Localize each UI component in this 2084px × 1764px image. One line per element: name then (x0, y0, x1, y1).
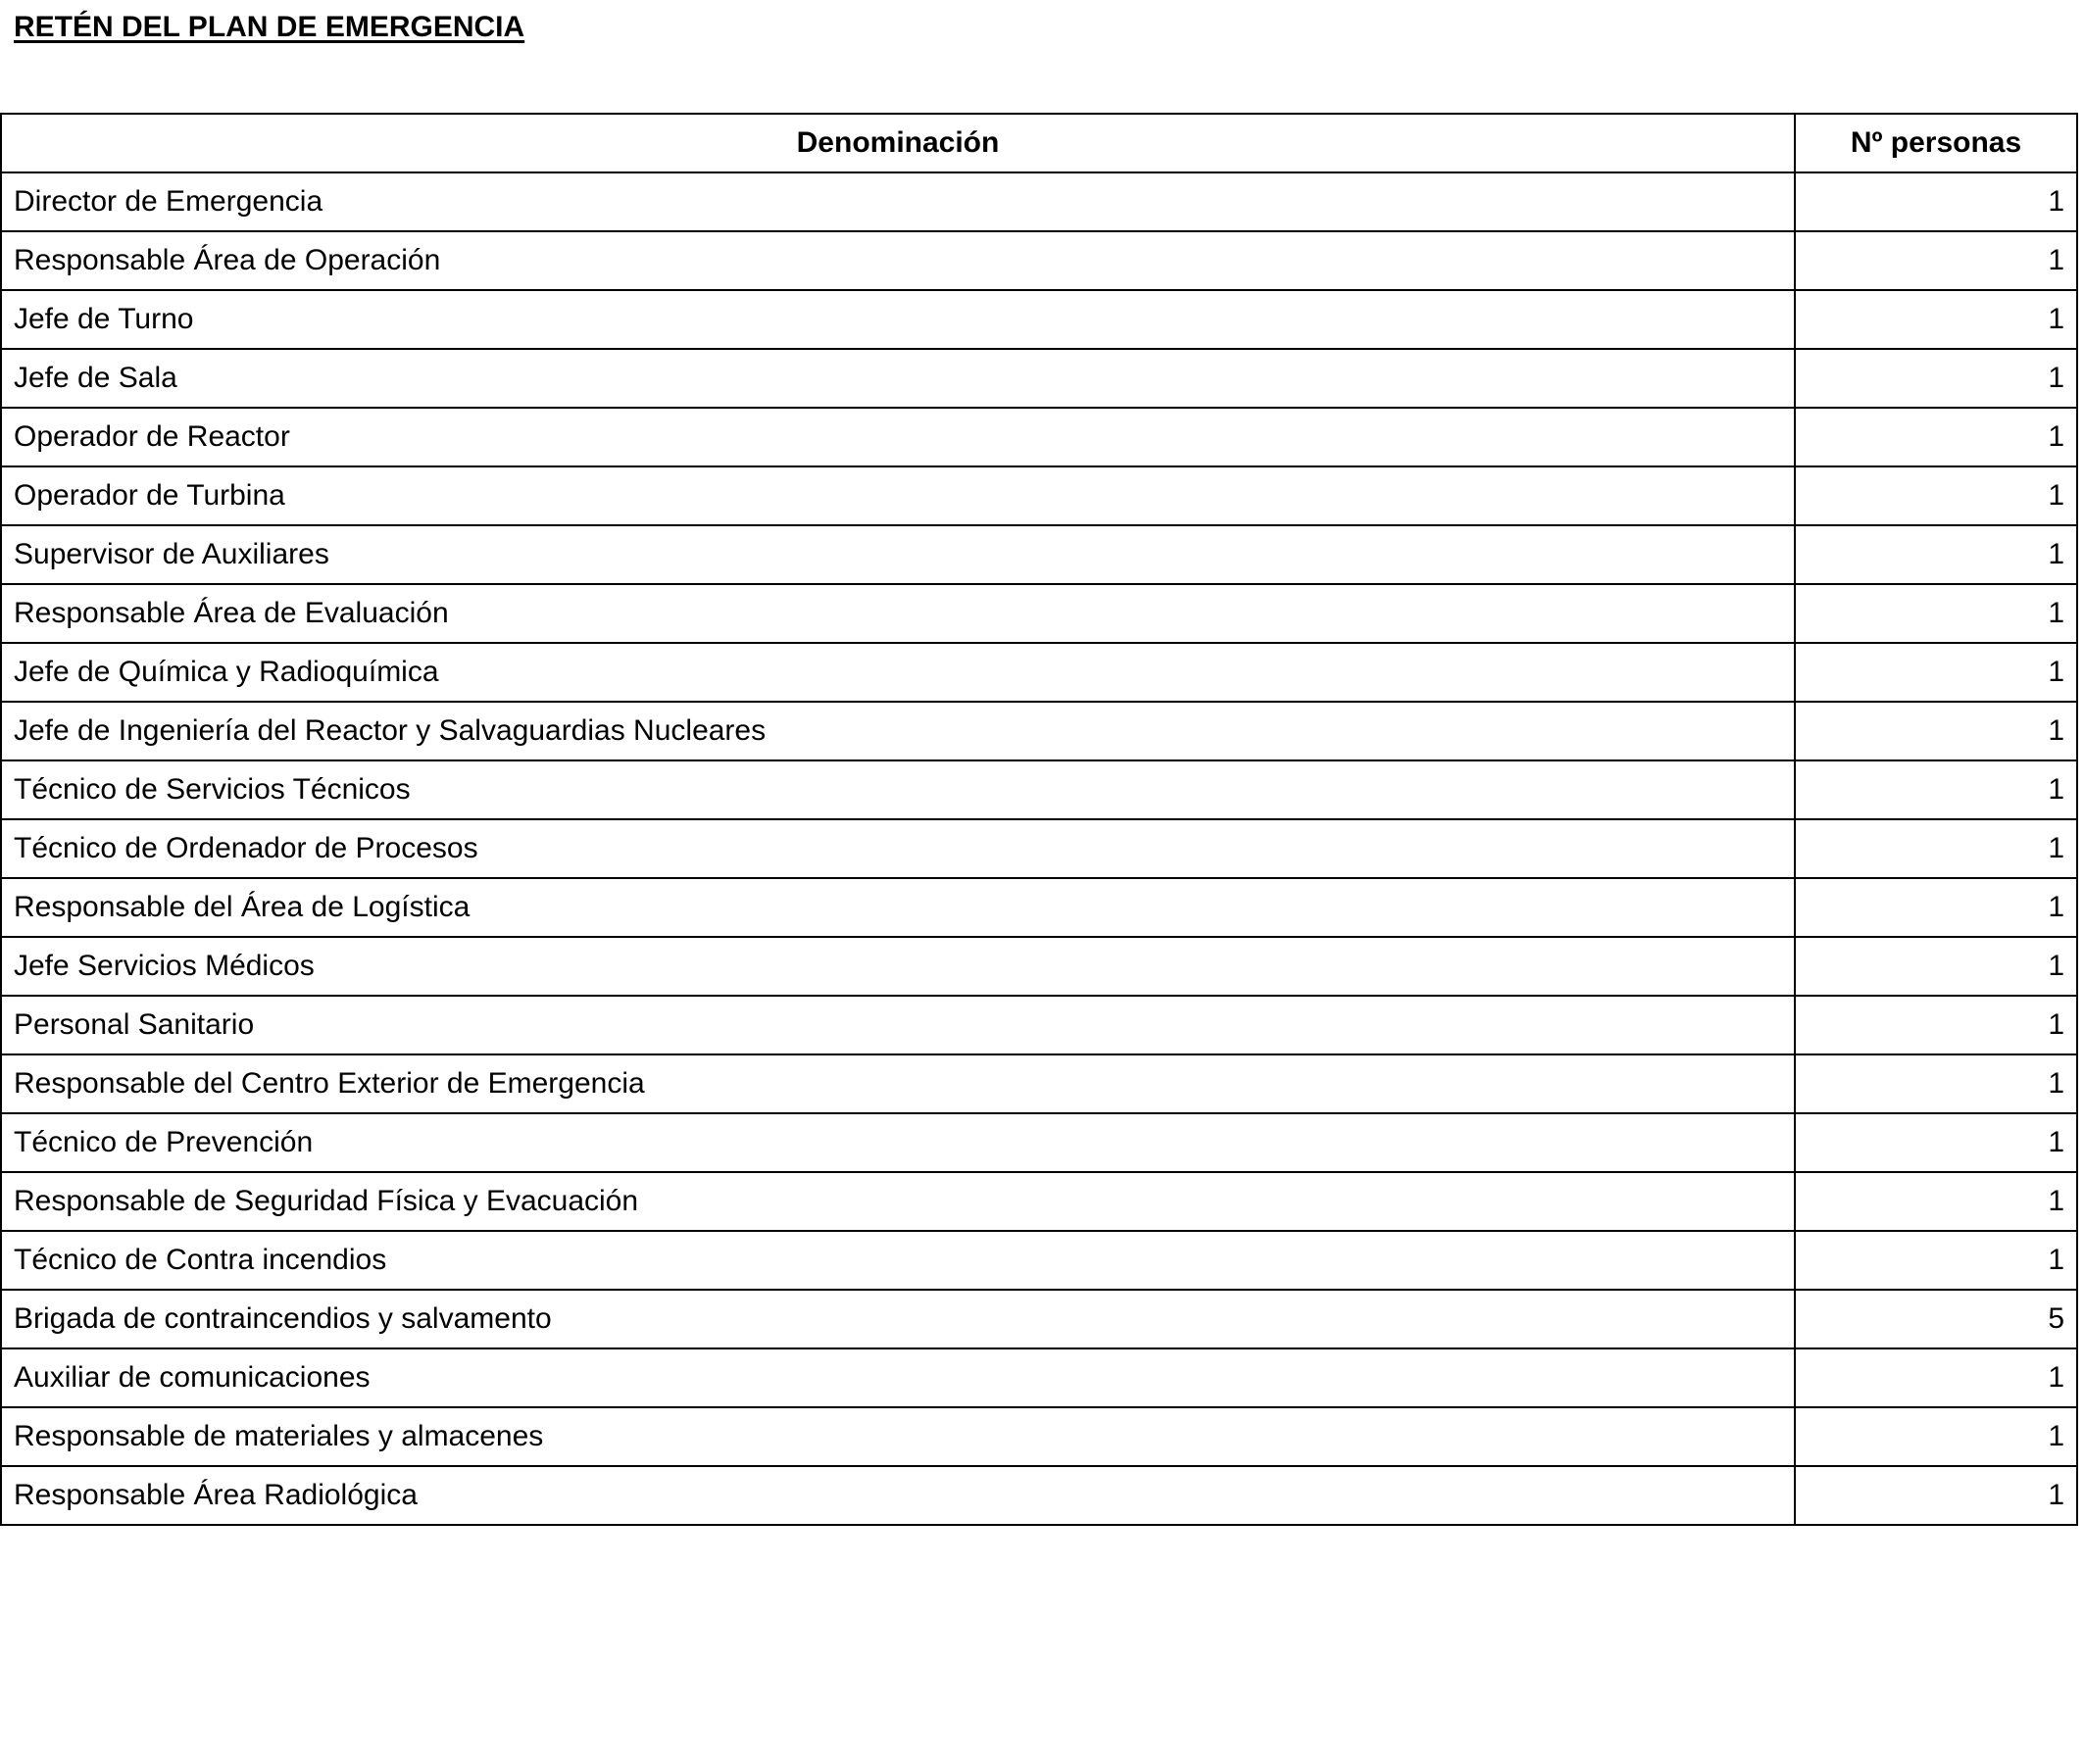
table-row (1, 819, 2077, 878)
row-num-personas: 1 (1795, 1113, 2077, 1172)
row-denominacion: Brigada de contraincendios y salvamento (1, 1290, 1795, 1348)
table-row (1, 1054, 2077, 1113)
table-row (1, 466, 2077, 525)
row-num-personas: 1 (1795, 231, 2077, 290)
row-num-personas: 1 (1795, 878, 2077, 937)
table-row (1, 1172, 2077, 1231)
row-num-personas: 5 (1795, 1290, 2077, 1348)
row-num-personas: 1 (1795, 584, 2077, 643)
row-denominacion: Jefe de Química y Radioquímica (1, 643, 1795, 702)
table-row (1, 1231, 2077, 1290)
table-row (1, 643, 2077, 702)
row-num-personas: 1 (1795, 290, 2077, 349)
row-denominacion: Responsable Área de Operación (1, 231, 1795, 290)
row-num-personas: 1 (1795, 1407, 2077, 1466)
header-num-personas: Nº personas (1795, 114, 2077, 172)
row-num-personas: 1 (1795, 1466, 2077, 1525)
table-row (1, 408, 2077, 466)
table-row (1, 1407, 2077, 1466)
row-num-personas: 1 (1795, 643, 2077, 702)
row-denominacion: Responsable del Área de Logística (1, 878, 1795, 937)
table-row (1, 1113, 2077, 1172)
header-denominacion: Denominación (1, 114, 1795, 172)
table-row (1, 996, 2077, 1054)
table-row (1, 1290, 2077, 1348)
row-denominacion: Responsable Área Radiológica (1, 1466, 1795, 1525)
row-num-personas: 1 (1795, 702, 2077, 760)
row-num-personas: 1 (1795, 760, 2077, 819)
table-header-row (1, 114, 2077, 172)
row-denominacion: Supervisor de Auxiliares (1, 525, 1795, 584)
table-row (1, 1466, 2077, 1525)
row-num-personas: 1 (1795, 1172, 2077, 1231)
row-denominacion: Jefe de Sala (1, 349, 1795, 408)
row-num-personas: 1 (1795, 819, 2077, 878)
row-denominacion: Operador de Reactor (1, 408, 1795, 466)
row-denominacion: Auxiliar de comunicaciones (1, 1348, 1795, 1407)
row-denominacion: Jefe de Ingeniería del Reactor y Salvaguardias Nucleares (1, 702, 1795, 760)
row-denominacion: Responsable Área de Evaluación (1, 584, 1795, 643)
row-num-personas: 1 (1795, 466, 2077, 525)
row-num-personas: 1 (1795, 937, 2077, 996)
row-denominacion: Responsable de materiales y almacenes (1, 1407, 1795, 1466)
row-denominacion: Operador de Turbina (1, 466, 1795, 525)
row-num-personas: 1 (1795, 525, 2077, 584)
table-row (1, 1348, 2077, 1407)
table-row (1, 290, 2077, 349)
emergency-roster-table (0, 113, 2078, 1526)
row-denominacion: Técnico de Prevención (1, 1113, 1795, 1172)
row-denominacion: Jefe de Turno (1, 290, 1795, 349)
row-num-personas: 1 (1795, 408, 2077, 466)
row-num-personas: 1 (1795, 172, 2077, 231)
table-row (1, 172, 2077, 231)
row-denominacion: Técnico de Servicios Técnicos (1, 760, 1795, 819)
table-row (1, 231, 2077, 290)
row-num-personas: 1 (1795, 1231, 2077, 1290)
table-row (1, 878, 2077, 937)
row-denominacion: Técnico de Ordenador de Procesos (1, 819, 1795, 878)
row-num-personas: 1 (1795, 1054, 2077, 1113)
row-denominacion: Personal Sanitario (1, 996, 1795, 1054)
table-row (1, 525, 2077, 584)
table-row (1, 349, 2077, 408)
row-denominacion: Responsable del Centro Exterior de Emergencia (1, 1054, 1795, 1113)
row-denominacion: Jefe Servicios Médicos (1, 937, 1795, 996)
row-num-personas: 1 (1795, 996, 2077, 1054)
row-denominacion: Responsable de Seguridad Física y Evacuación (1, 1172, 1795, 1231)
table-row (1, 937, 2077, 996)
row-denominacion: Director de Emergencia (1, 172, 1795, 231)
document-title: RETÉN DEL PLAN DE EMERGENCIA (14, 11, 525, 43)
row-num-personas: 1 (1795, 1348, 2077, 1407)
row-denominacion: Técnico de Contra incendios (1, 1231, 1795, 1290)
table-row (1, 702, 2077, 760)
table-row (1, 584, 2077, 643)
table-row (1, 760, 2077, 819)
row-num-personas: 1 (1795, 349, 2077, 408)
